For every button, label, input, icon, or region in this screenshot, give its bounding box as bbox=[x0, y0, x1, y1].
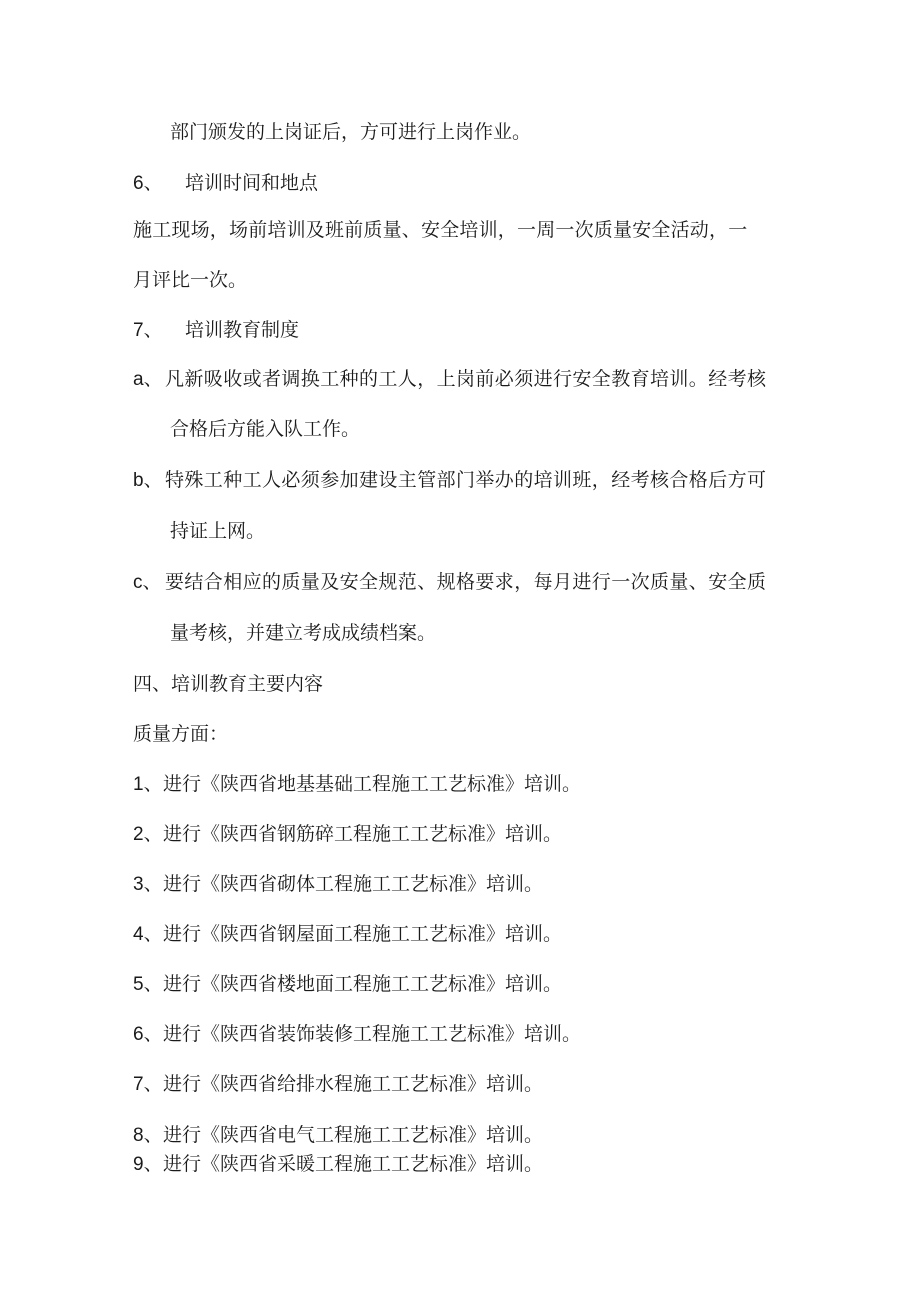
paragraph-line bbox=[133, 267, 247, 293]
item-number: 4、 bbox=[133, 924, 163, 945]
item-text: 进行《陕西省钢屋面工程施工工艺标准》培训。 bbox=[163, 923, 563, 945]
item-text: 进行《陕西省砌体工程施工工艺标准》培训。 bbox=[163, 873, 544, 895]
training-item-9 bbox=[133, 1151, 543, 1177]
item-number: 2、 bbox=[133, 824, 163, 845]
paragraph-line bbox=[133, 217, 778, 243]
item-text: 进行《陕西省地基基础工程施工工艺标准》培训。 bbox=[163, 773, 582, 795]
item-letter: c、 bbox=[133, 572, 162, 593]
item-text: 进行《陕西省采暖工程施工工艺标准》培训。 bbox=[163, 1153, 544, 1175]
item-text: 进行《陕西省电气工程施工工艺标准》培训。 bbox=[163, 1124, 544, 1146]
item-number: 7、 bbox=[133, 1074, 163, 1095]
item-text: 进行《陕西省钢筋碎工程施工工艺标准》培训。 bbox=[163, 823, 563, 845]
training-item-7 bbox=[133, 1071, 543, 1097]
heading-text: 四、培训教育主要内容 bbox=[133, 673, 324, 695]
item-number: 9、 bbox=[133, 1154, 163, 1175]
line-text: 持证上网。 bbox=[170, 520, 266, 542]
list-item-continuation bbox=[170, 518, 265, 544]
subheading-quality bbox=[133, 721, 228, 747]
training-item-2 bbox=[133, 821, 562, 847]
item-number: 3、 bbox=[133, 874, 163, 895]
list-item-continuation bbox=[170, 416, 360, 442]
line-text: 月评比一次。 bbox=[133, 269, 248, 291]
training-item-3 bbox=[133, 871, 543, 897]
paragraph-line bbox=[170, 119, 531, 145]
item-number: 6、 bbox=[133, 1024, 163, 1045]
heading-text: 质量方面： bbox=[133, 723, 229, 745]
item-text: 进行《陕西省楼地面工程施工工艺标准》培训。 bbox=[163, 973, 563, 995]
training-item-6 bbox=[133, 1021, 581, 1047]
heading-text: 培训时间和地点 bbox=[185, 172, 319, 194]
item-text: 要结合相应的质量及安全规范、规格要求，每月进行一次质量、安全质 bbox=[165, 571, 767, 593]
list-item-a bbox=[133, 366, 766, 392]
item-number: 1、 bbox=[133, 774, 163, 795]
line-text: 量考核，并建立考成成绩档案。 bbox=[170, 622, 437, 644]
list-item-c bbox=[133, 569, 766, 595]
line-text: 合格后方能入队工作。 bbox=[170, 418, 361, 440]
item-number: 5、 bbox=[133, 974, 163, 995]
item-text: 特殊工种工人必须参加建设主管部门举办的培训班，经考核合格后方可 bbox=[165, 469, 767, 491]
line-text: 施工现场，场前培训及班前质量、安全培训，一周一次质量安全活动，一 bbox=[133, 219, 748, 241]
section-heading-6 bbox=[133, 170, 318, 196]
list-item-b bbox=[133, 467, 766, 493]
item-text: 凡新吸收或者调换工种的工人，上岗前必须进行安全教育培训。经考核 bbox=[165, 368, 767, 390]
item-text: 进行《陕西省给排水程施工工艺标准》培训。 bbox=[163, 1073, 544, 1095]
item-number: 8、 bbox=[133, 1125, 163, 1146]
heading-text: 培训教育制度 bbox=[185, 319, 300, 341]
training-item-1 bbox=[133, 771, 581, 797]
item-number: 6、 bbox=[133, 173, 163, 194]
item-letter: b、 bbox=[133, 470, 163, 491]
item-number: 7、 bbox=[133, 320, 163, 341]
training-item-8 bbox=[133, 1122, 543, 1148]
section-heading-4 bbox=[133, 671, 323, 697]
list-item-continuation bbox=[170, 620, 436, 646]
item-text: 进行《陕西省装饰装修工程施工工艺标准》培训。 bbox=[163, 1023, 582, 1045]
section-heading-7 bbox=[133, 317, 299, 343]
line-text: 部门颁发的上岗证后，方可进行上岗作业。 bbox=[170, 121, 532, 143]
training-item-4 bbox=[133, 921, 562, 947]
item-letter: a、 bbox=[133, 369, 163, 390]
training-item-5 bbox=[133, 971, 562, 997]
